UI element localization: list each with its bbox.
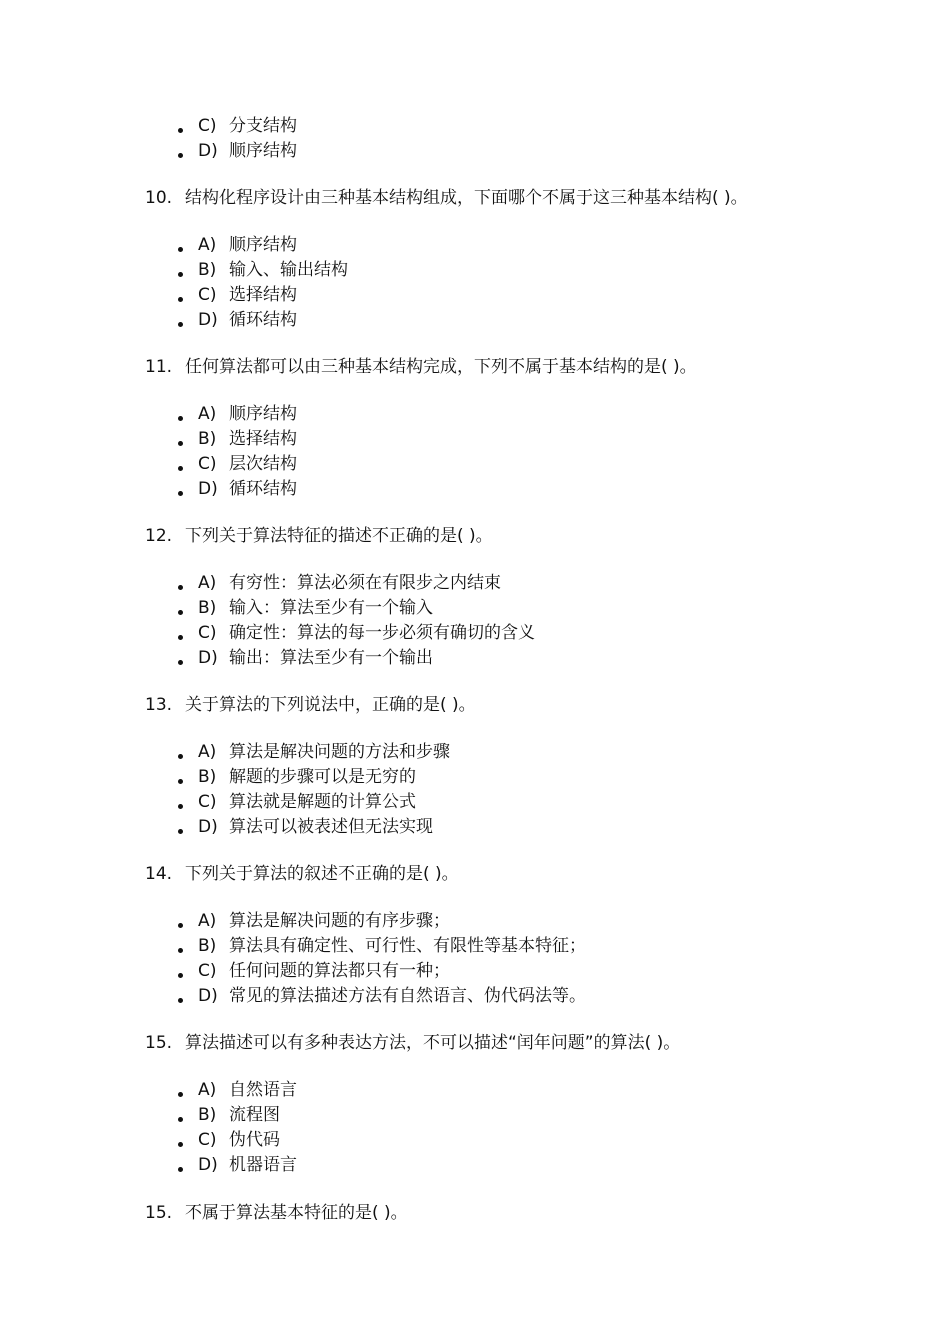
bullet	[178, 804, 183, 809]
question-text: 下列关于算法的叙述不正确的是( )。	[185, 864, 459, 884]
bullet	[178, 998, 183, 1003]
bullet	[178, 1117, 183, 1122]
option-letter: B)	[198, 767, 217, 787]
option-letter: D)	[198, 141, 218, 161]
question-14	[145, 864, 459, 884]
question-15-b	[145, 1203, 408, 1223]
option-item	[178, 141, 297, 161]
option-item	[178, 1080, 297, 1100]
option-text: 算法是解决问题的有序步骤；	[229, 911, 450, 931]
option-text: 顺序结构	[229, 141, 297, 161]
option-letter: C)	[198, 116, 217, 136]
question-text: 下列关于算法特征的描述不正确的是( )。	[185, 526, 493, 546]
option-letter: C)	[198, 454, 217, 474]
option-text: 解题的步骤可以是无穷的	[229, 767, 416, 787]
question-number: 15.	[145, 1033, 173, 1053]
option-text: 选择结构	[229, 285, 297, 305]
bullet	[178, 829, 183, 834]
option-letter: D)	[198, 817, 218, 837]
option-text: 循环结构	[229, 479, 297, 499]
bullet	[178, 779, 183, 784]
option-letter: C)	[198, 285, 217, 305]
option-letter: C)	[198, 1130, 217, 1150]
question-number: 14.	[145, 864, 173, 884]
option-item	[178, 116, 297, 136]
option-text: 有穷性：算法必须在有限步之内结束	[229, 573, 501, 593]
option-item	[178, 792, 416, 812]
option-text: 机器语言	[229, 1155, 297, 1175]
question-text: 关于算法的下列说法中，正确的是( )。	[185, 695, 476, 715]
option-item	[178, 648, 433, 668]
option-text: 输入、输出结构	[229, 260, 348, 280]
option-letter: A)	[198, 742, 217, 762]
option-text: 分支结构	[229, 116, 297, 136]
option-item	[178, 961, 450, 981]
option-item	[178, 598, 433, 618]
option-item	[178, 573, 501, 593]
bullet	[178, 491, 183, 496]
option-item	[178, 1130, 280, 1150]
option-letter: A)	[198, 1080, 217, 1100]
option-text: 伪代码	[229, 1130, 280, 1150]
option-item	[178, 623, 535, 643]
option-item	[178, 1105, 280, 1125]
bullet	[178, 272, 183, 277]
bullet	[178, 1142, 183, 1147]
bullet	[178, 660, 183, 665]
bullet	[178, 948, 183, 953]
option-text: 顺序结构	[229, 235, 297, 255]
bullet	[178, 466, 183, 471]
bullet	[178, 973, 183, 978]
bullet	[178, 585, 183, 590]
option-text: 层次结构	[229, 454, 297, 474]
question-number: 11.	[145, 357, 173, 377]
option-item	[178, 1155, 297, 1175]
question-text: 算法描述可以有多种表达方法，不可以描述“闰年问题”的算法( )。	[185, 1033, 681, 1053]
question-13	[145, 695, 476, 715]
option-letter: B)	[198, 1105, 217, 1125]
option-text: 确定性：算法的每一步必须有确切的含义	[229, 623, 535, 643]
option-letter: D)	[198, 986, 218, 1006]
question-15	[145, 1033, 680, 1053]
question-12	[145, 526, 493, 546]
option-text: 选择结构	[229, 429, 297, 449]
option-item	[178, 479, 297, 499]
question-text: 任何算法都可以由三种基本结构完成，下列不属于基本结构的是( )。	[185, 357, 697, 377]
option-letter: D)	[198, 479, 218, 499]
option-letter: D)	[198, 648, 218, 668]
option-text: 算法是解决问题的方法和步骤	[229, 742, 450, 762]
option-letter: D)	[198, 1155, 218, 1175]
bullet	[178, 1092, 183, 1097]
option-item	[178, 986, 586, 1006]
option-text: 自然语言	[229, 1080, 297, 1100]
bullet	[178, 416, 183, 421]
option-letter: C)	[198, 792, 217, 812]
bullet	[178, 754, 183, 759]
question-text: 结构化程序设计由三种基本结构组成，下面哪个不属于这三种基本结构( )。	[185, 188, 748, 208]
option-letter: A)	[198, 404, 217, 424]
bullet	[178, 923, 183, 928]
option-item	[178, 285, 297, 305]
bullet	[178, 610, 183, 615]
option-text: 任何问题的算法都只有一种；	[229, 961, 450, 981]
option-letter: C)	[198, 623, 217, 643]
option-item	[178, 911, 450, 931]
option-text: 循环结构	[229, 310, 297, 330]
bullet	[178, 153, 183, 158]
option-item	[178, 429, 297, 449]
option-letter: A)	[198, 235, 217, 255]
option-item	[178, 310, 297, 330]
option-letter: D)	[198, 310, 218, 330]
option-item	[178, 742, 450, 762]
option-letter: C)	[198, 961, 217, 981]
option-text: 顺序结构	[229, 404, 297, 424]
option-item	[178, 767, 416, 787]
question-number: 12.	[145, 526, 173, 546]
option-text: 算法可以被表述但无法实现	[229, 817, 433, 837]
option-text: 常见的算法描述方法有自然语言、伪代码法等。	[229, 986, 586, 1006]
option-letter: B)	[198, 260, 217, 280]
bullet	[178, 322, 183, 327]
option-item	[178, 817, 433, 837]
question-10	[145, 188, 748, 208]
question-number: 10.	[145, 188, 173, 208]
bullet	[178, 247, 183, 252]
option-item	[178, 936, 586, 956]
option-letter: B)	[198, 429, 217, 449]
bullet	[178, 128, 183, 133]
option-item	[178, 235, 297, 255]
option-item	[178, 454, 297, 474]
option-letter: B)	[198, 598, 217, 618]
question-11	[145, 357, 697, 377]
question-number: 15.	[145, 1203, 173, 1223]
option-item	[178, 260, 348, 280]
bullet	[178, 441, 183, 446]
option-letter: B)	[198, 936, 217, 956]
option-item	[178, 404, 297, 424]
question-number: 13.	[145, 695, 173, 715]
option-text: 输入：算法至少有一个输入	[229, 598, 433, 618]
option-letter: A)	[198, 573, 217, 593]
bullet	[178, 1167, 183, 1172]
option-text: 输出：算法至少有一个输出	[229, 648, 433, 668]
option-letter: A)	[198, 911, 217, 931]
question-text: 不属于算法基本特征的是( )。	[185, 1203, 408, 1223]
bullet	[178, 297, 183, 302]
bullet	[178, 635, 183, 640]
option-text: 流程图	[229, 1105, 280, 1125]
option-text: 算法具有确定性、可行性、有限性等基本特征；	[229, 936, 586, 956]
option-text: 算法就是解题的计算公式	[229, 792, 416, 812]
